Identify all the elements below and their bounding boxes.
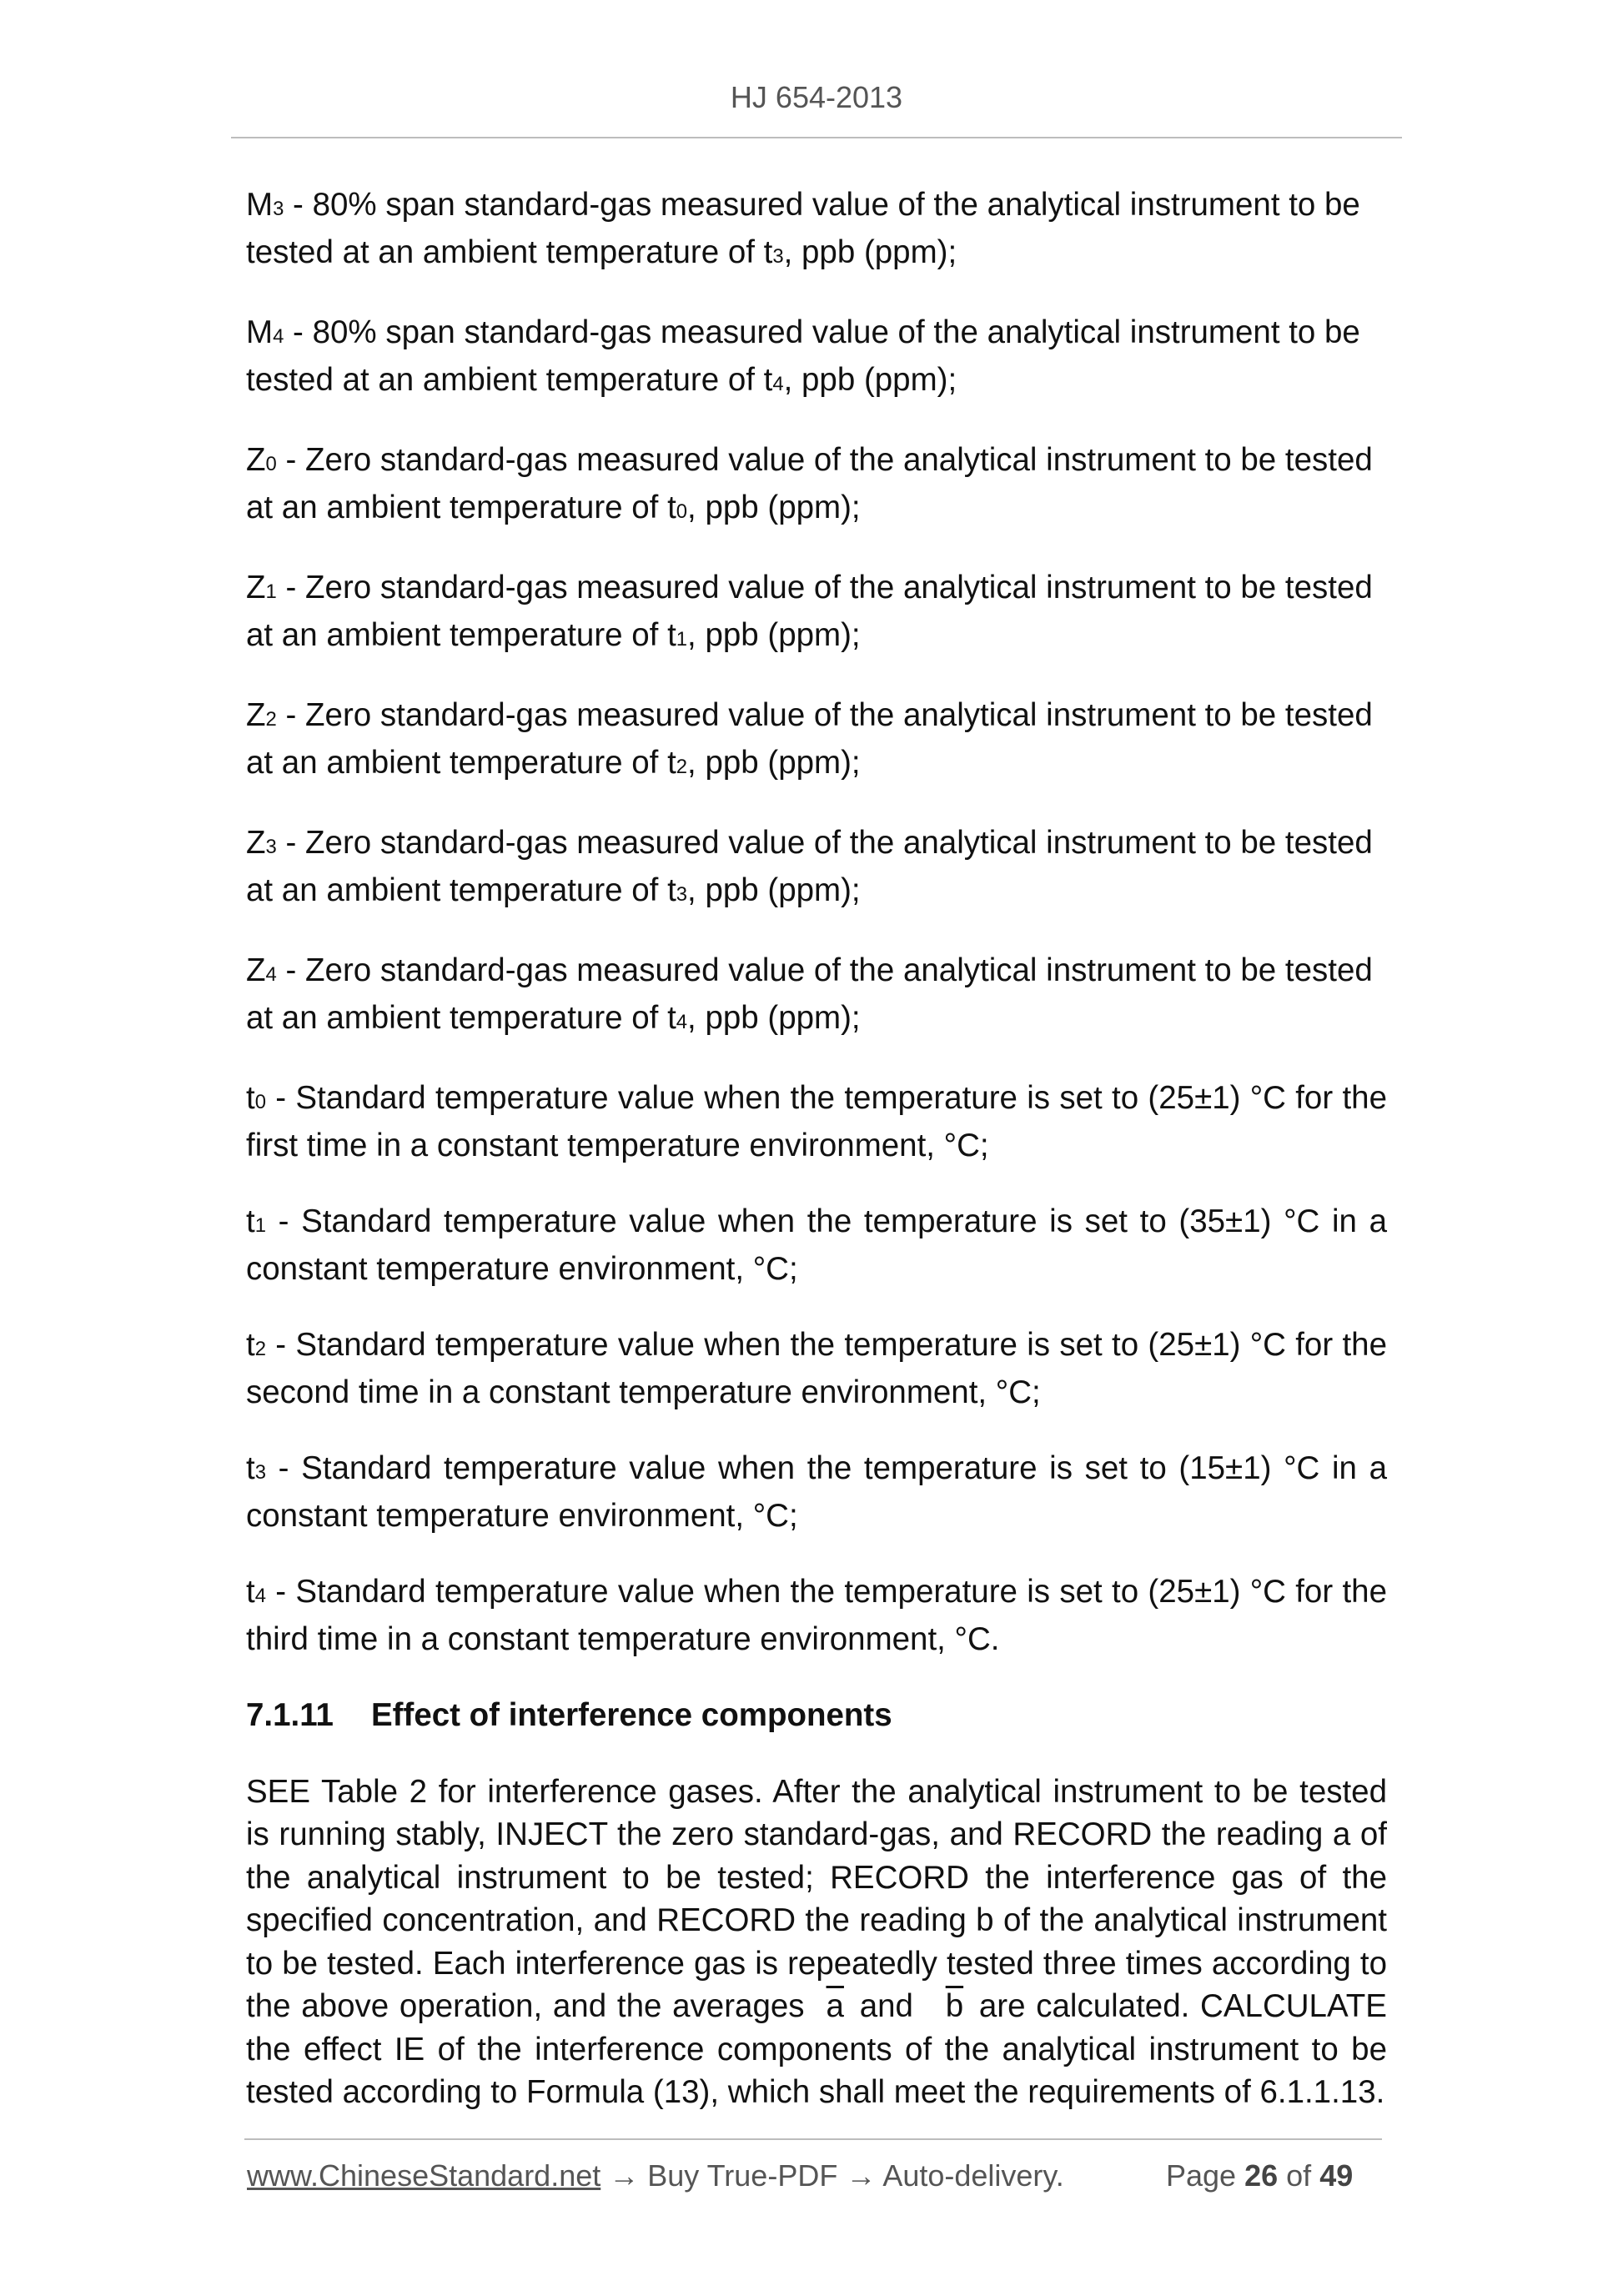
total-pages: 49 [1319,2158,1354,2193]
definition-z1: Z1 - Zero standard-gas measured value of the analytical instrument to be tested at an ambient temperature of t1, ppb (ppm); [246,570,1373,653]
definition-z4: Z4 - Zero standard-gas measured value of the analytical instrument to be tested at an ambient temperature of t4, ppb (ppm); [246,952,1373,1036]
page-content [246,183,1387,2148]
definition-z3: Z3 - Zero standard-gas measured value of the analytical instrument to be tested at an ambient temperature of t3, ppb (ppm); [246,825,1373,908]
average-b: $\overline{b}$ [945,1988,964,2024]
definition-t4: t4 - Standard temperature value when the temperature is set to (25±1) °C for the third time in a constant temperature environment, °C. [246,1574,1387,1657]
footer-promo [247,2158,1064,2193]
header-divider [231,137,1402,138]
current-page: 26 [1244,2158,1279,2193]
definition-t2: t2 - Standard temperature value when the temperature is set to (25±1) °C for the second time in a constant temperature environment, °C; [246,1327,1387,1410]
footer-divider [244,2138,1382,2140]
definition-z0: Z0 - Zero standard-gas measured value of the analytical instrument to be tested at an ambient temperature of t0, ppb (ppm); [246,442,1373,525]
footer-promo-text: → Buy True-PDF → Auto-delivery. [600,2158,1064,2193]
section-number: 7.1.11 [246,1697,334,1733]
definition-t0: t0 - Standard temperature value when the temperature is set to (25±1) °C for the first time in a constant temperature environment, °C; [246,1080,1387,1163]
definition-m3: M3 - 80% span standard-gas measured value of the analytical instrument to be tested at an ambient temperature of t3, ppb (ppm); [246,187,1360,270]
definition-m4: M4 - 80% span standard-gas measured value of the analytical instrument to be tested at an ambient temperature of t4, ppb (ppm); [246,314,1360,398]
section-title: Effect of interference components [371,1697,892,1733]
section-body: SEE Table 2 for interference gases. After the analytical instrument to be tested is running stably, INJECT the zero standard-gas, and RECORD the reading a of the analytical instrument to be tested; RECORD the interference gas of the specified concentration, and RECORD the reading b of the analytical instrument to be tested. Each interference gas is repeatedly tested three times according to the above operation, and the averages $\overline{a}$ and $\overline{b}$ are calculated. CALCULATE the effect IE of the interference components of the analytical instrument to be tested according to Formula (13), which shall meet the requirements of 6.1.1.13. [246,1773,1387,2110]
average-a: $\overline{a}$ [826,1988,844,2024]
definition-z2: Z2 - Zero standard-gas measured value of the analytical instrument to be tested at an ambient temperature of t2, ppb (ppm); [246,697,1373,781]
page-number: Page 26 of 49 [1166,2158,1354,2193]
definition-t3: t3 - Standard temperature value when the temperature is set to (15±1) °C in a constant temperature environment, °C; [246,1450,1387,1534]
footer-website-link[interactable]: www.ChineseStandard.net [247,2158,601,2193]
section-heading [246,1694,1387,1737]
definition-t1: t1 - Standard temperature value when the temperature is set to (35±1) °C in a constant temperature environment, °C; [246,1203,1387,1287]
page-header: HJ 654-2013 [730,80,903,114]
